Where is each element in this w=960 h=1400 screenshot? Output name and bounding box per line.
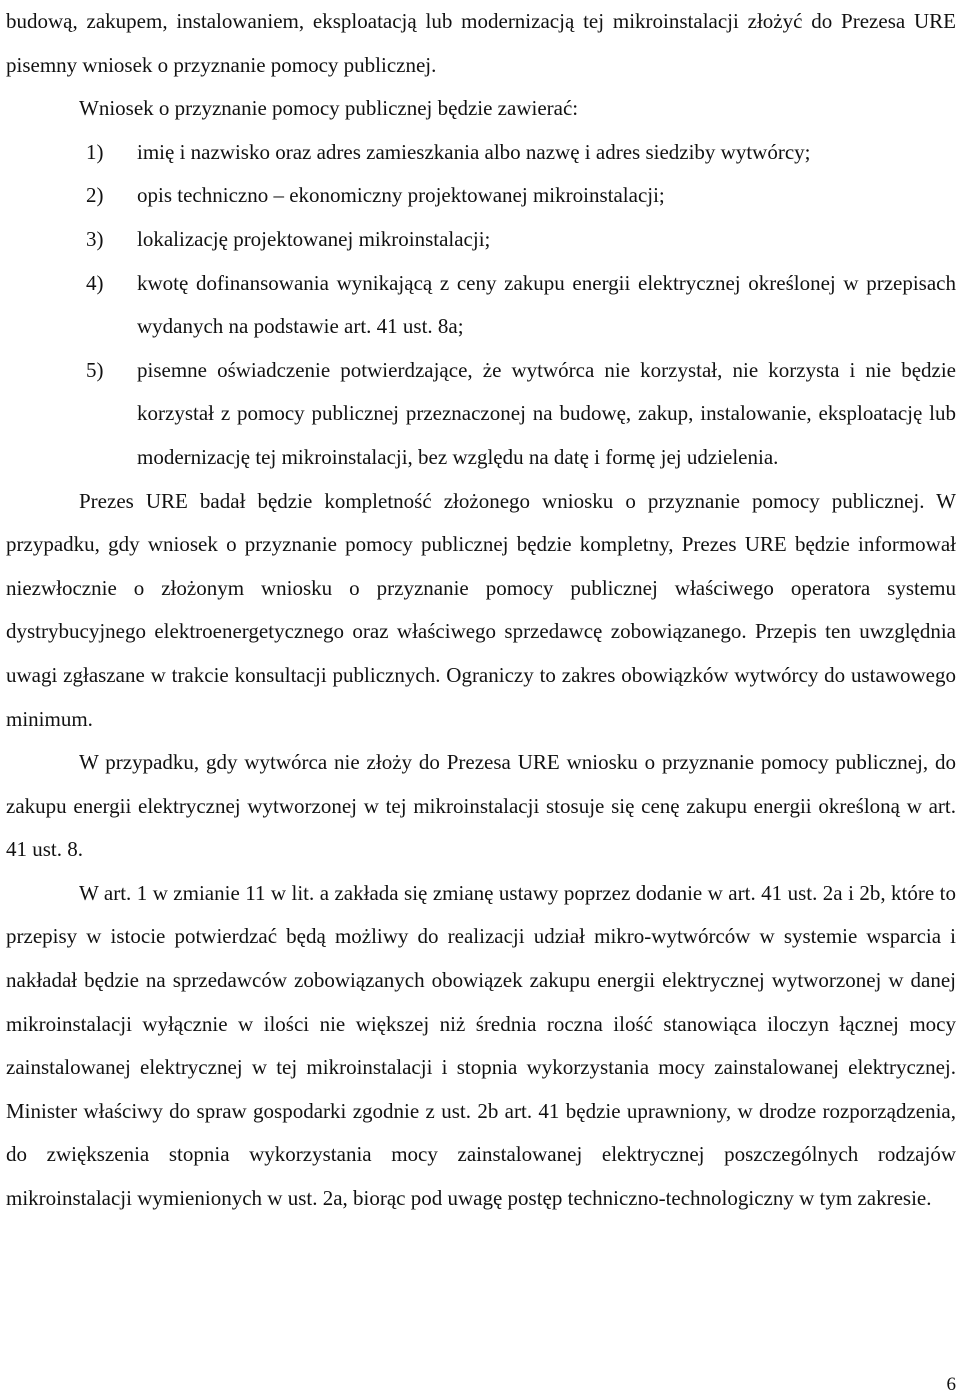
list-item-text: imię i nazwisko oraz adres zamieszkania albo nazwę i adres siedziby wytwórcy; — [137, 139, 811, 164]
list-item-number: 4) — [86, 270, 104, 295]
body-paragraph: W przypadku, gdy wytwórca nie złoży do Prezesa URE wniosku o przyznanie pomocy publicznej, do zakupu energii elektrycznej wytworzonej w tej mikroinstalacji stosuje się cenę zakupu energii określoną w art. 41 ust. 8. — [6, 750, 956, 862]
body-paragraph: W art. 1 w zmianie 11 w lit. a zakłada się zmianę ustawy poprzez dodanie w art. 41 ust. 2a i 2b, które to przepisy w istocie potwierdzać będą możliwy do realizacji udział mikro-wytwórców w systemie wsparcia i nakładał będzie na sprzedawców zobowiązanych obowiązek zakupu energii elektrycznej wytworzonej w danej mikroinstalacji wyłącznie w ilości nie większej niż średnia roczna ilość stanowiąca iloczyn łącznej mocy zainstalowanej elektrycznej w tej mikroinstalacji i stopnia wykorzystania mocy zainstalowanej elektrycznej. Minister właściwy do spraw gospodarki zgodnie z ust. 2b art. 41 będzie uprawniony, w drodze rozporządzenia, do zwiększenia stopnia wykorzystania mocy zainstalowanej elektrycznej poszczególnych rodzajów mikroinstalacji wymienionych w ust. 2a, biorąc pod uwagę postęp techniczno-technologiczny w tym zakresie. — [6, 880, 956, 1211]
list-item — [6, 349, 956, 480]
body-paragraph: Prezes URE badał będzie kompletność złożonego wniosku o przyznanie pomocy publicznej. W przypadku, gdy wniosek o przyznanie pomocy publicznej będzie kompletny, Prezes URE będzie informował niezwłocznie o złożonym wniosku o przyznanie pomocy publicznej właściwego operatora systemu dystrybucyjnego elektroenergetycznego oraz właściwego sprzedawcę zobowiązanego. Przepis ten uwzględnia uwagi zgłaszane w trakcie konsultacji publicznych. Ograniczy to zakres obowiązków wytwórcy do ustawowego minimum. — [6, 488, 956, 731]
list-item — [6, 131, 956, 175]
list-item-number: 3) — [86, 226, 104, 251]
list-item-number: 1) — [86, 139, 104, 164]
continuation-paragraph: budową, zakupem, instalowaniem, eksploatacją lub modernizacją tej mikroinstalacji złożyć do Prezesa URE pisemny wniosek o przyznanie pomocy publicznej. — [6, 9, 956, 77]
list-item-text: kwotę dofinansowania wynikającą z ceny zakupu energii elektrycznej określonej w przepisach wydanych na podstawie art. 41 ust. 8a; — [137, 270, 956, 339]
list-item — [6, 262, 956, 349]
list-item-text: opis techniczno – ekonomiczny projektowanej mikroinstalacji; — [137, 183, 665, 208]
list-item-number: 2) — [86, 183, 104, 208]
page-number: 6 — [946, 1374, 956, 1395]
list-intro: Wniosek o przyznanie pomocy publicznej będzie zawierać: — [79, 96, 579, 121]
document-body — [6, 0, 956, 1221]
list-item — [6, 218, 956, 262]
list-item-text: pisemne oświadczenie potwierdzające, że wytwórca nie korzystał, nie korzysta i nie będzie korzystał z pomocy publicznej przeznaczonej na budowę, zakup, instalowanie, eksploatację lub modernizację tej mikroinstalacji, bez względu na datę i formę jej udzielenia. — [137, 357, 956, 469]
list-item — [6, 174, 956, 218]
list-item-text: lokalizację projektowanej mikroinstalacji; — [137, 226, 491, 251]
list-item-number: 5) — [86, 357, 104, 382]
requirements-list — [6, 131, 956, 480]
